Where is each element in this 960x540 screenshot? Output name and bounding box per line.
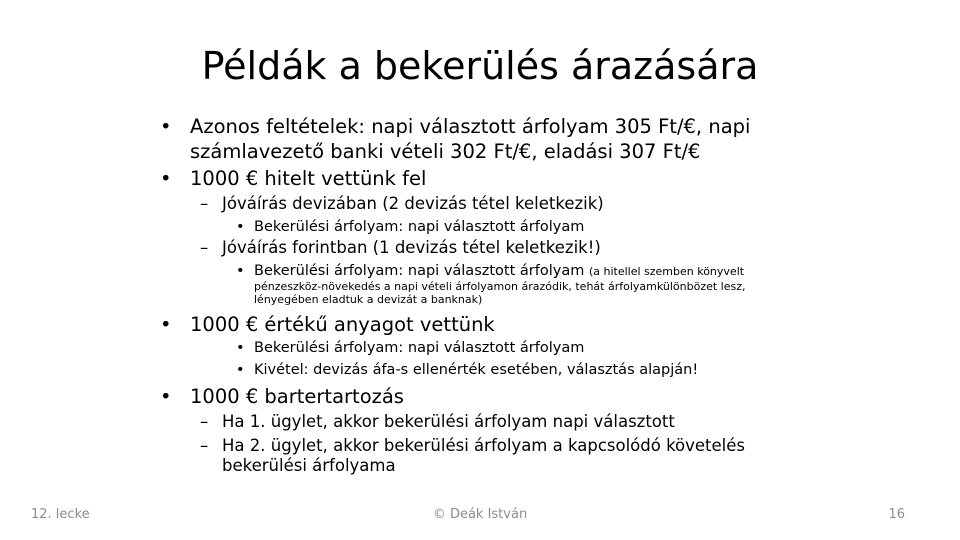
bullet-3-sub-2-marker: • [236,362,245,378]
bullet-3-sub-1-marker: • [236,340,245,356]
bullet-1-marker: • [160,115,172,138]
bullet-2-sub-2-sub-1-marker: • [236,263,245,279]
bullet-3-text: 1000 € értékű anyagot vettünk [190,313,495,336]
bullet-3-sub-1-text: Bekerülési árfolyam: napi választott árfolyam [254,340,585,356]
bullet-2-sub-2-marker: – [200,238,209,257]
bullet-2-sub-2-sub-1-note-line3: lényegében eladtuk a devizát a banknak) [254,293,483,306]
footer-page-number: 16 [888,507,905,522]
bullet-4-sub-1-marker: – [200,412,209,431]
bullet-2-text: 1000 € hitelt vettünk fel [190,167,427,190]
bullet-4-sub-2-text-line2: bekerülési árfolyama [222,456,396,475]
bullet-4-sub-2-marker: – [200,436,209,455]
bullet-2-marker: • [160,167,172,190]
bullet-4-sub-1-text: Ha 1. ügylet, akkor bekerülési árfolyam napi választott [222,412,675,431]
footer-author: © Deák István [432,507,528,522]
bullet-1-text-line1: Azonos feltételek: napi választott árfolyam 305 Ft/€, napi [190,115,751,138]
bullet-2-sub-1-text: Jóváírás devizában (2 devizás tétel keletkezik) [222,194,604,213]
bullet-2-sub-2-sub-1-note-line2: pénzeszköz-növekedés a napi vételi árfolyamon árazódik, tehát árfolyamkülönbözet lesz, [254,280,746,293]
bullet-2-sub-2-sub-1-note-line1: (a hitellel szemben könyvelt [588,265,745,278]
bullet-3-marker: • [160,313,172,336]
bullet-2-sub-1-marker: – [200,194,209,213]
bullet-4-marker: • [160,385,172,408]
bullet-3-sub-2-text: Kivétel: devizás áfa-s ellenérték esetében, választás alapján! [254,362,699,378]
bullet-4-text: 1000 € bartertartozás [190,385,404,408]
bullet-2-sub-2-sub-1-main: Bekerülési árfolyam: napi választott árfolyam [254,263,585,279]
bullet-1-text-line2: számlavezető banki vételi 302 Ft/€, eladási 307 Ft/€ [190,140,701,163]
bullet-2-sub-2-sub-1-text [254,263,744,279]
slide-title: Példák a bekerülés árazására [201,44,759,88]
bullet-2-sub-1-sub-1-text: Bekerülési árfolyam: napi választott árfolyam [254,219,585,235]
bullet-4-sub-2-text-line1: Ha 2. ügylet, akkor bekerülési árfolyam a kapcsolódó követelés [222,436,746,455]
bullet-2-sub-1-sub-1-marker: • [236,219,245,235]
bullet-2-sub-2-text: Jóváírás forintban (1 devizás tétel keletkezik!) [222,238,601,257]
footer-lesson: 12. lecke [31,507,90,522]
